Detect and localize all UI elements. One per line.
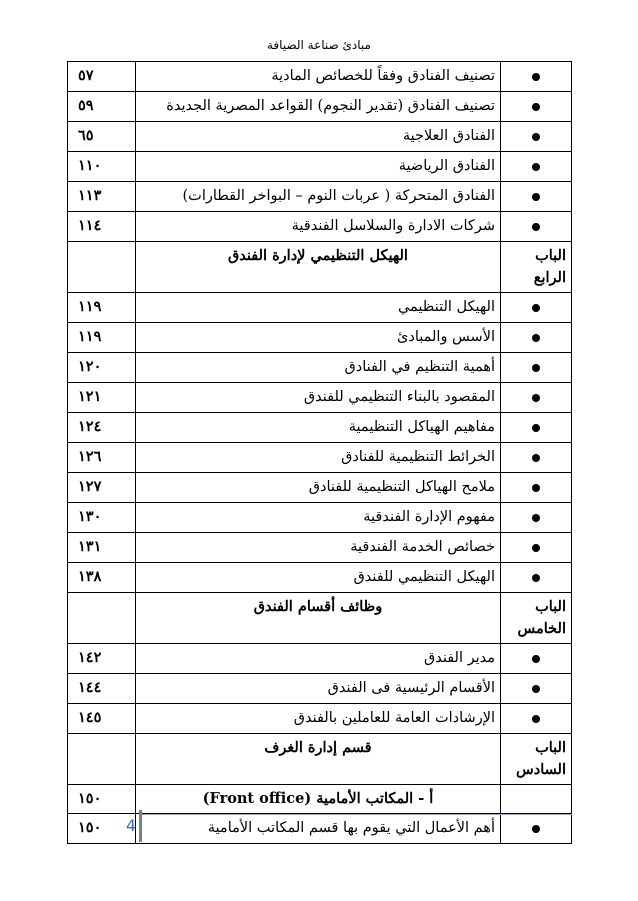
entry-page [68, 242, 136, 293]
bullet-icon [532, 514, 540, 522]
entry-page: ١٣١ [68, 533, 136, 563]
bullet-cell [501, 293, 572, 323]
entry-page: ٦٥ [68, 122, 136, 152]
toc-row [68, 814, 572, 844]
bullet-icon [532, 394, 540, 402]
bullet-icon [532, 574, 540, 582]
bullet-cell [501, 563, 572, 593]
chapter-title: الهيكل التنظيمي لإدارة الفندق [136, 242, 501, 293]
entry-page: ٥٧ [68, 62, 136, 92]
entry-page: ١١٤ [68, 212, 136, 242]
entry-page: ١٥٠ [68, 785, 136, 814]
entry-page: ١١٣ [68, 182, 136, 212]
toc-row [68, 413, 572, 443]
bullet-icon [532, 193, 540, 201]
bullet-cell [501, 152, 572, 182]
entry-page: ١٢٤ [68, 413, 136, 443]
bullet-cell [501, 353, 572, 383]
bullet-icon [532, 304, 540, 312]
entry-page [68, 734, 136, 785]
toc-row [68, 152, 572, 182]
chapter-title: وظائف أقسام الفندق [136, 593, 501, 644]
entry-title: الفنادق الرياضية [136, 152, 501, 182]
entry-page: ١٤٥ [68, 704, 136, 734]
toc-row [68, 644, 572, 674]
entry-page: ١٢٦ [68, 443, 136, 473]
entry-page: ١١٩ [68, 293, 136, 323]
toc-row [68, 443, 572, 473]
entry-title: شركات الادارة والسلاسل الفندقية [136, 212, 501, 242]
entry-title: تصنيف الفنادق وفقاً للخصائص المادية [136, 62, 501, 92]
bullet-cell [501, 383, 572, 413]
chapter-label: الباب الخامس [501, 593, 572, 644]
toc-row [68, 704, 572, 734]
bullet-cell [501, 323, 572, 353]
bullet-icon [532, 424, 540, 432]
bullet-cell [501, 533, 572, 563]
entry-page: ١١٠ [68, 152, 136, 182]
bullet-icon [532, 685, 540, 693]
toc-row [68, 122, 572, 152]
bullet-cell [501, 644, 572, 674]
chapter-label: الباب الرابع [501, 242, 572, 293]
bullet-icon [532, 334, 540, 342]
toc-row [68, 62, 572, 92]
entry-title: الإرشادات العامة للعاملين بالفندق [136, 704, 501, 734]
bullet-icon [532, 133, 540, 141]
entry-page: ١١٩ [68, 323, 136, 353]
toc-row [68, 383, 572, 413]
bullet-icon [532, 103, 540, 111]
entry-title: تصنيف الفنادق (تقدير النجوم) القواعد المصرية الجديدة [136, 92, 501, 122]
entry-title: الفنادق المتحركة ( عربات النوم – البواخر القطارات) [136, 182, 501, 212]
chapter-label: الباب السادس [501, 734, 572, 785]
toc-row [68, 323, 572, 353]
entry-page: ١٢٧ [68, 473, 136, 503]
page-number: 4 [125, 816, 136, 835]
bullet-icon [532, 544, 540, 552]
bullet-cell [501, 212, 572, 242]
bullet-cell [501, 62, 572, 92]
bullet-icon [532, 454, 540, 462]
entry-title: الأسس والمبادئ [136, 323, 501, 353]
entry-title: الأقسام الرئيسية فى الفندق [136, 674, 501, 704]
entry-title: الفنادق العلاجية [136, 122, 501, 152]
toc-row [68, 563, 572, 593]
toc-body [68, 62, 572, 844]
bullet-cell [501, 814, 572, 844]
toc-row [68, 212, 572, 242]
bullet-cell [501, 704, 572, 734]
table-of-contents [67, 61, 572, 844]
bullet-cell [501, 473, 572, 503]
entry-page: ١٤٢ [68, 644, 136, 674]
bullet-icon [532, 73, 540, 81]
bullet-icon [532, 364, 540, 372]
entry-title: الخرائط التنظيمية للفنادق [136, 443, 501, 473]
bullet-cell [501, 182, 572, 212]
toc-row [68, 182, 572, 212]
entry-title: مدير الفندق [136, 644, 501, 674]
toc-row [68, 674, 572, 704]
toc-row [68, 473, 572, 503]
entry-title: مفهوم الإدارة الفندقية [136, 503, 501, 533]
toc-row [68, 353, 572, 383]
entry-page: ١٤٤ [68, 674, 136, 704]
entry-title: أهم الأعمال التي يقوم بها قسم المكاتب الأمامية [136, 814, 501, 844]
entry-page: ١٥٠ [68, 814, 136, 844]
bullet-cell [501, 443, 572, 473]
entry-page: ٥٩ [68, 92, 136, 122]
bullet-cell [501, 92, 572, 122]
entry-title: الهيكل التنظيمي للفندق [136, 563, 501, 593]
toc-row [68, 785, 572, 814]
entry-title: خصائص الخدمة الفندقية [136, 533, 501, 563]
bullet-icon [532, 484, 540, 492]
entry-title: ملامح الهياكل التنظيمية للفنادق [136, 473, 501, 503]
footer-line [142, 814, 572, 815]
bullet-cell [501, 122, 572, 152]
bullet-cell [501, 503, 572, 533]
bullet-icon [532, 825, 540, 833]
chapter-row [68, 734, 572, 785]
toc-row [68, 92, 572, 122]
entry-page: ١٣٨ [68, 563, 136, 593]
bullet-icon [532, 163, 540, 171]
bullet-cell [501, 413, 572, 443]
toc-row [68, 533, 572, 563]
running-header: مبادئ صناعة الضيافة [267, 38, 371, 52]
toc-row [68, 293, 572, 323]
entry-title: المقصود بالبناء التنظيمي للفندق [136, 383, 501, 413]
entry-page: ١٣٠ [68, 503, 136, 533]
chapter-row [68, 242, 572, 293]
entry-title: مفاهيم الهياكل التنظيمية [136, 413, 501, 443]
chapter-row [68, 593, 572, 644]
entry-title: الهيكل التنظيمي [136, 293, 501, 323]
bullet-cell [501, 674, 572, 704]
entry-title: أهمية التنظيم في الفنادق [136, 353, 501, 383]
entry-page: ١٢١ [68, 383, 136, 413]
toc-row [68, 503, 572, 533]
entry-page [68, 593, 136, 644]
bullet-icon [532, 655, 540, 663]
bullet-icon [532, 715, 540, 723]
entry-title: أ - المكاتب الأمامية (Front office) [136, 785, 501, 814]
entry-page: ١٢٠ [68, 353, 136, 383]
chapter-title: قسم إدارة الغرف [136, 734, 501, 785]
bullet-icon [532, 223, 540, 231]
empty-cell [501, 785, 572, 814]
